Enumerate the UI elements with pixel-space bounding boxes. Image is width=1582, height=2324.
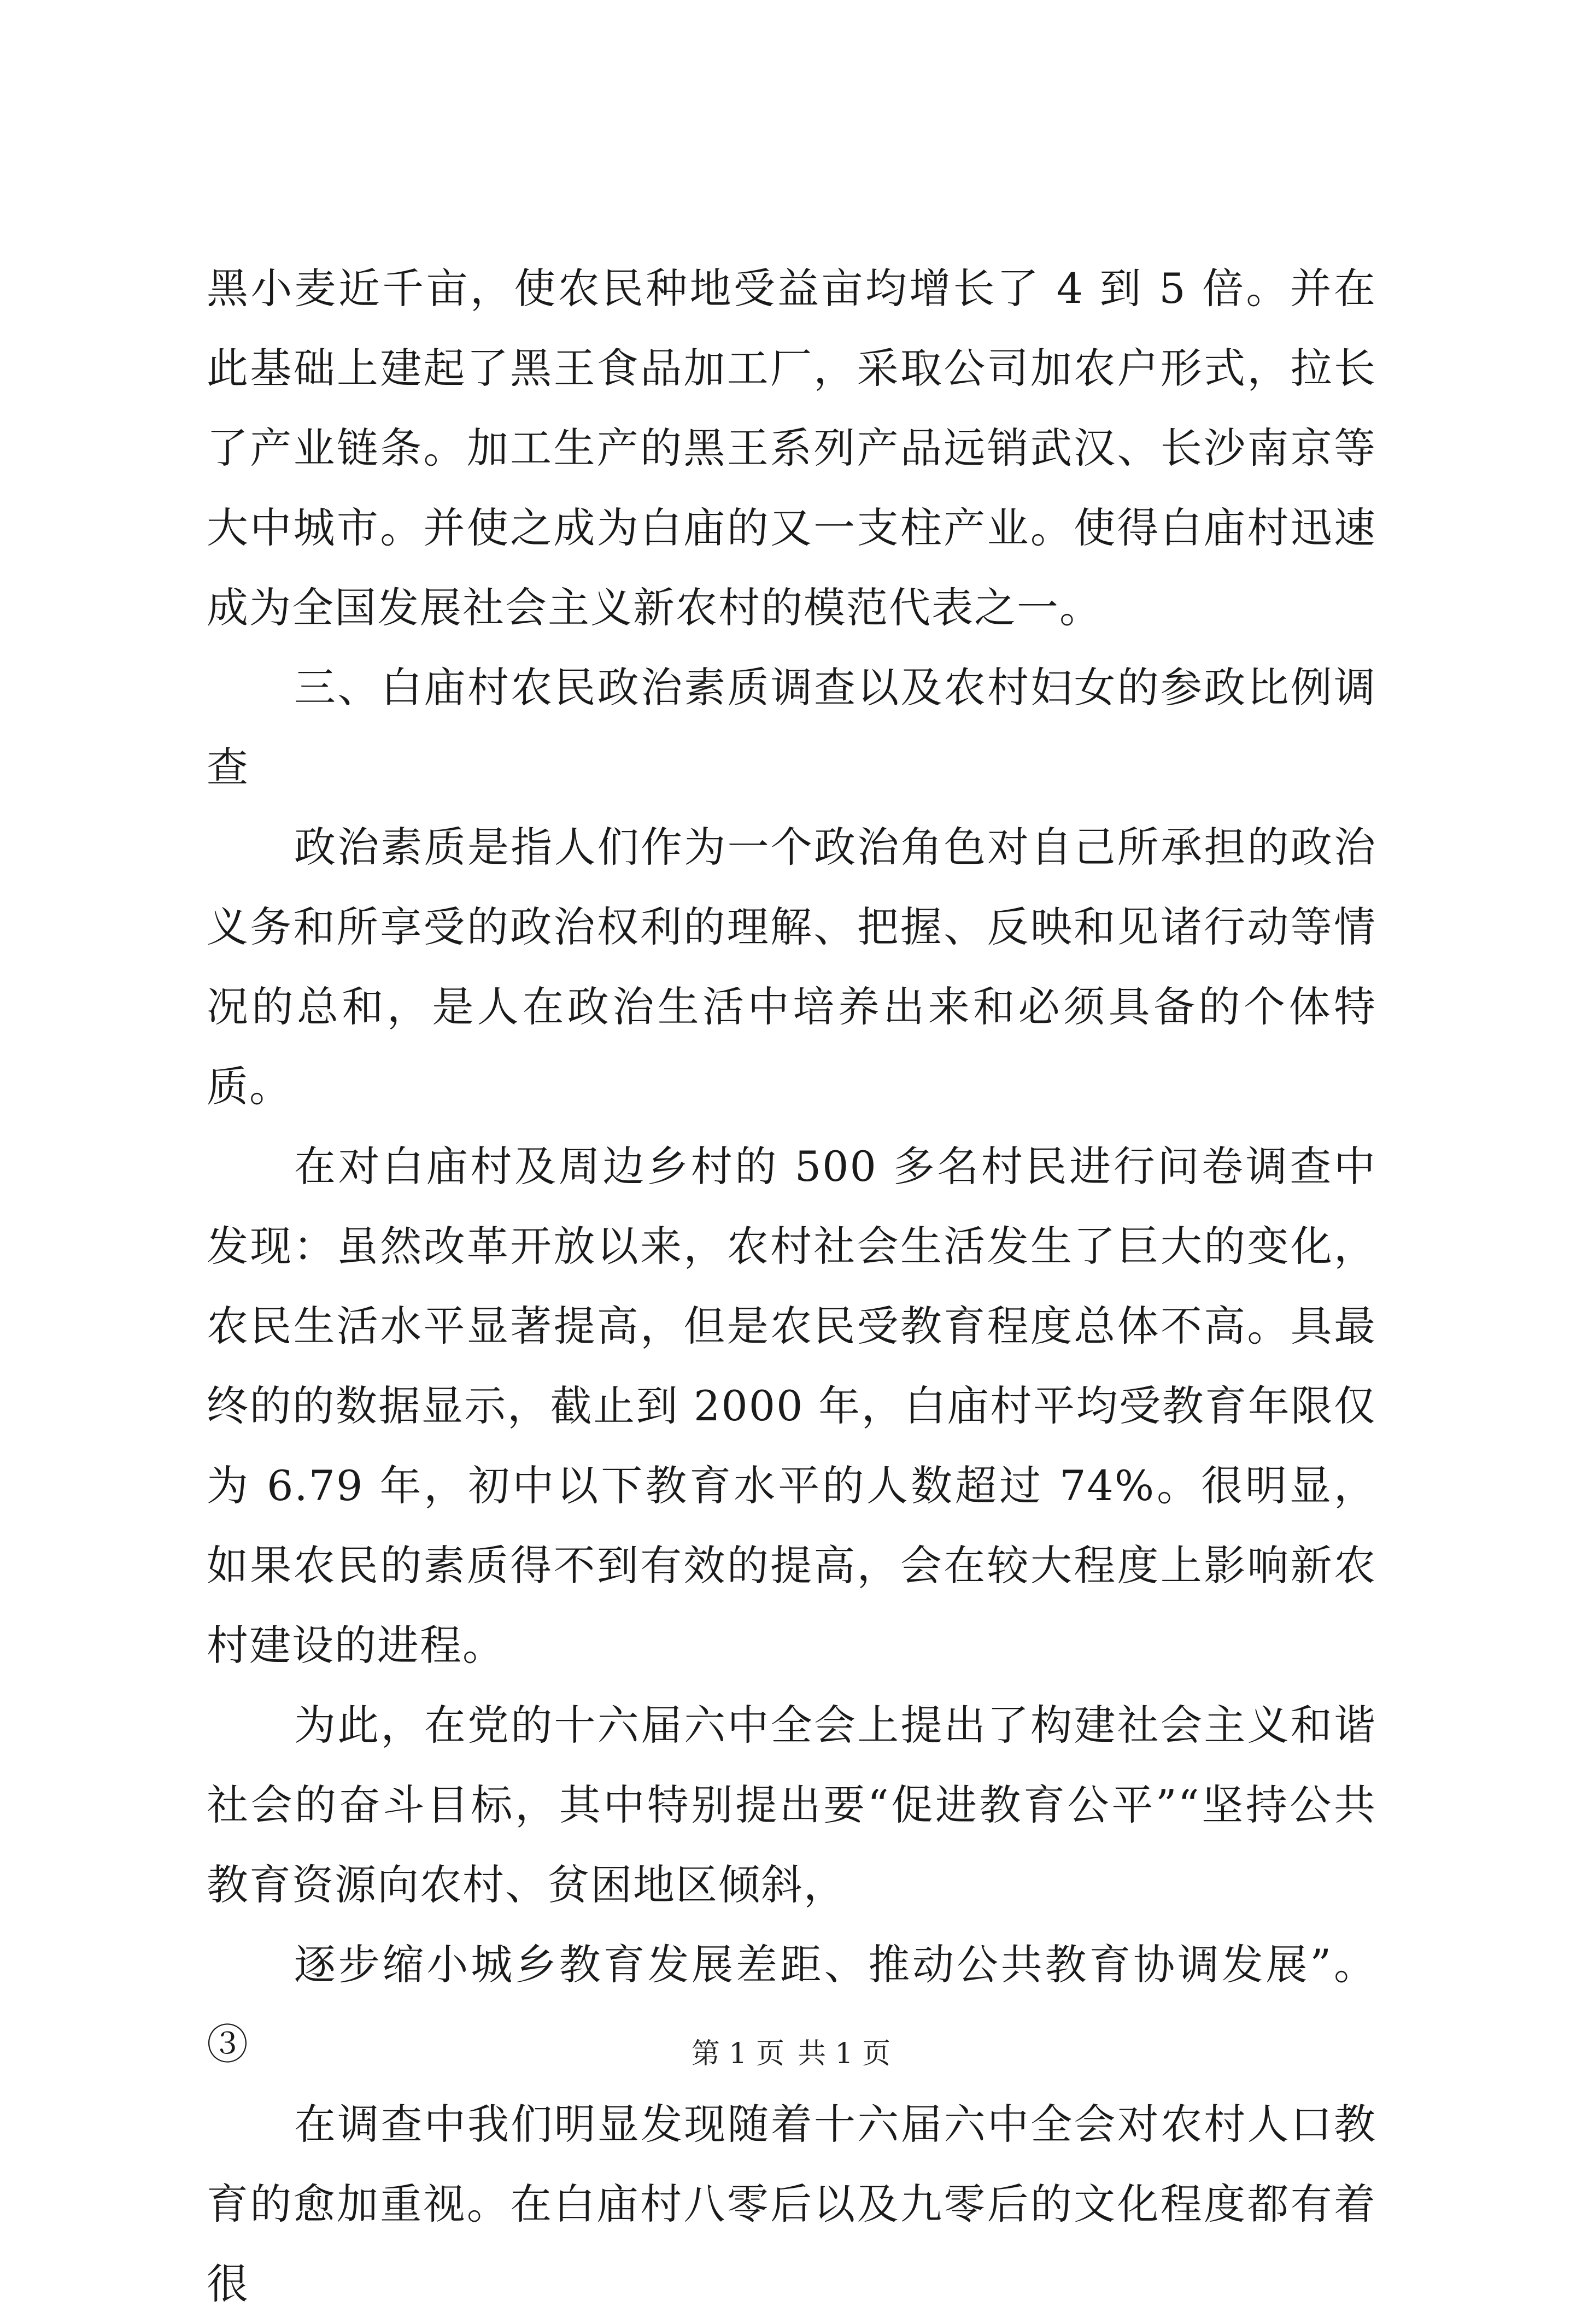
paragraph-5: 为此，在党的十六届六中全会上提出了构建社会主义和谐社会的奋斗目标，其中特别提出要“促进教育公平”“坚持公共教育资源向农村、贫困地区倾斜， (207, 1701, 1376, 1909)
paragraph-1: 黑小麦近千亩，使农民种地受益亩均增长了 4 到 5 倍。并在此基础上建起了黑王食品加工厂，采取公司加农户形式，拉长了产业链条。加工生产的黑王系列产品远销武汉、长沙南京等大中城市。并使之成为白庙的又一支柱产业。使得白庙村迅速成为全国发展社会主义新农村的模范代表之一。 (207, 264, 1376, 632)
paragraph-3: 政治素质是指人们作为一个政治角色对自己所承担的政治义务和所享受的政治权利的理解、把握、反映和见诸行动等情况的总和，是人在政治生活中培养出来和必须具备的个体特质。 (207, 823, 1376, 1111)
page-footer (0, 2035, 1582, 2073)
document-body (207, 249, 1376, 2324)
paragraph-4: 在对白庙村及周边乡村的 500 多名村民进行问卷调查中发现：虽然改革开放以来，农村社会生活发生了巨大的变化，农民生活水平显著提高，但是农民受教育程度总体不高。具最终的的数据显示，截止到 2000 年，白庙村平均受教育年限仅为 6.79 年，初中以下教育水平的人数超过 74%。很明显，如果农民的素质得不到有效的提高，会在较大程度上影响新农村建设的进程。 (207, 1142, 1376, 1670)
page-number: 第 1 页 (691, 2038, 784, 2070)
paragraph-7: 在调查中我们明显发现随着十六届六中全会对农村人口教育的愈加重视。在白庙村八零后以及九零后的文化程度都有着很 (207, 2100, 1376, 2308)
page-total: 共 1 页 (798, 2038, 891, 2070)
section-heading: 三、白庙村农民政治素质调查以及农村妇女的参政比例调查 (207, 663, 1376, 792)
paragraph-6: 逐步缩小城乡教育发展差距、推动公共教育协调发展”。③ (207, 1940, 1376, 2069)
